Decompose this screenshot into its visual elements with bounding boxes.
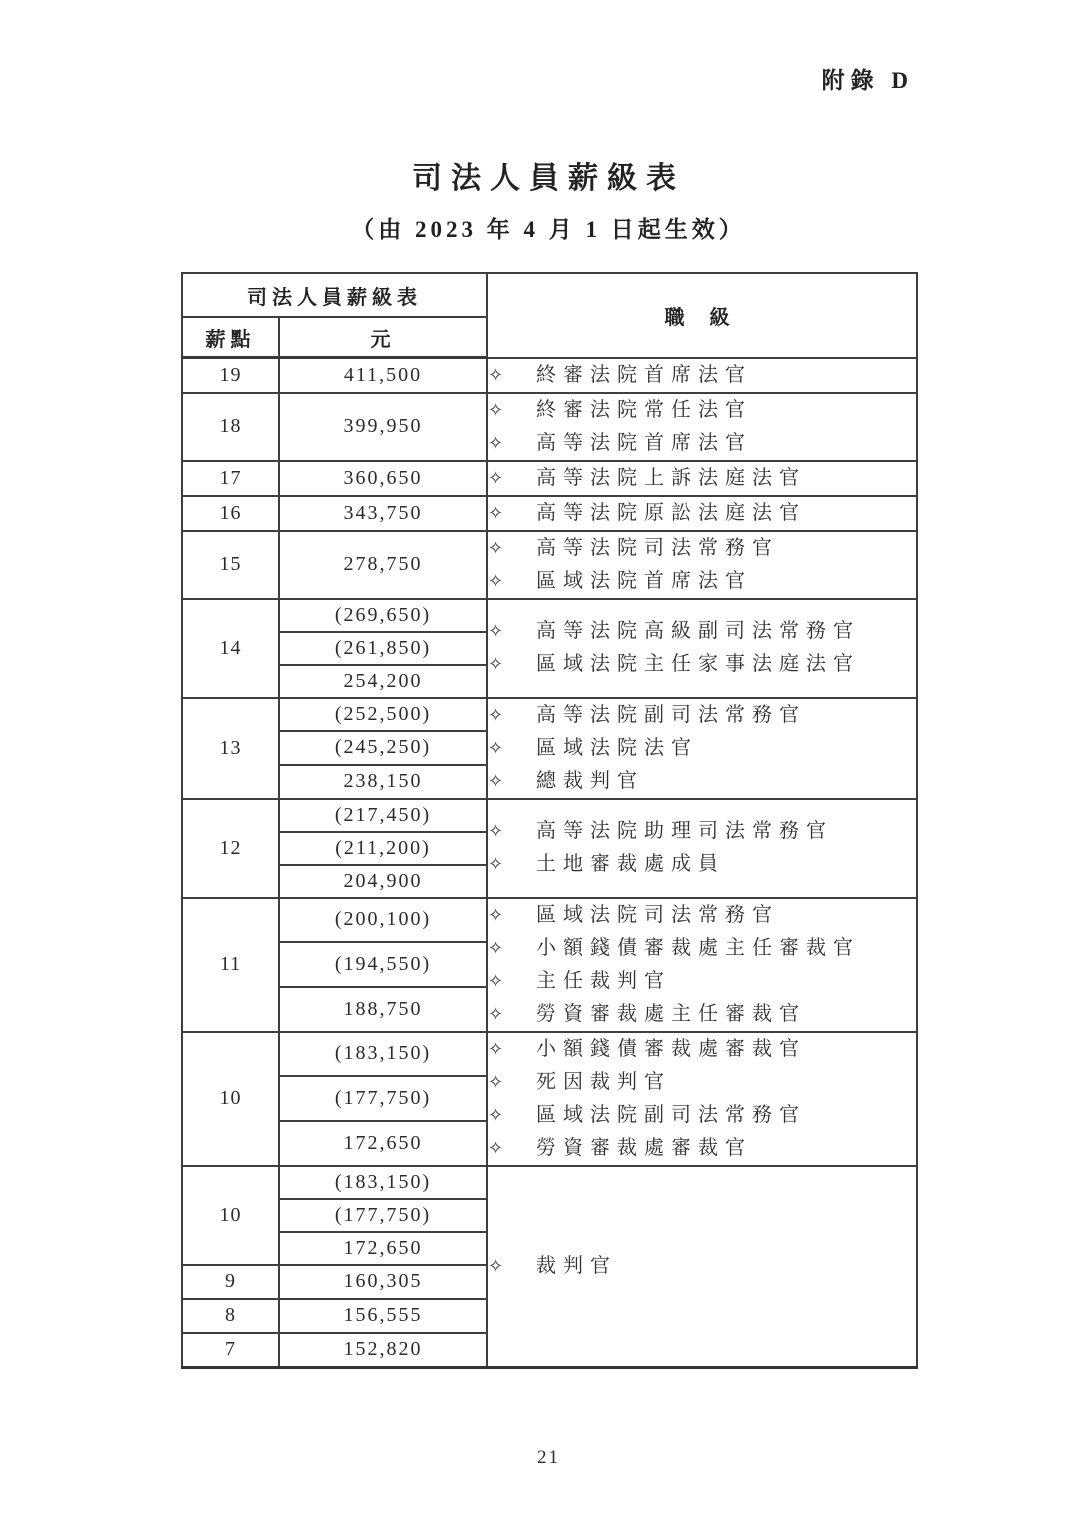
amount-cell: (194,550) — [279, 942, 487, 987]
amount-cell: 278,750 — [279, 531, 487, 599]
rank-text: 土地審裁處成員 — [536, 853, 725, 875]
rank-item — [488, 1250, 916, 1283]
pay-point-cell: 12 — [182, 799, 279, 898]
rank-item — [488, 732, 916, 765]
amount-cell: 411,500 — [279, 358, 487, 393]
rank-text: 小額錢債審裁處審裁官 — [536, 1037, 806, 1060]
rank-cell — [487, 898, 917, 1032]
pay-point-cell: 10 — [182, 1166, 279, 1265]
diamond-bullet-icon: ✧ — [488, 737, 504, 758]
rank-item — [488, 699, 916, 732]
amount-cell: 188,750 — [279, 987, 487, 1032]
rank-cell — [487, 358, 917, 393]
rank-text: 終審法院常任法官 — [536, 398, 752, 421]
diamond-bullet-icon: ✧ — [488, 621, 504, 641]
diamond-bullet-icon: ✧ — [488, 854, 504, 874]
table-row — [182, 358, 917, 393]
rank-text: 主任裁判官 — [536, 969, 671, 992]
diamond-bullet-icon: ✧ — [488, 704, 504, 725]
rank-item — [488, 394, 916, 427]
rank-item — [488, 932, 916, 965]
rank-text: 區域法院首席法官 — [536, 569, 752, 592]
rank-item — [488, 1033, 916, 1066]
diamond-bullet-icon: ✧ — [488, 1104, 504, 1125]
amount-cell: (200,100) — [279, 898, 487, 943]
rank-cell — [487, 799, 917, 898]
rank-text: 高等法院助理司法常務官 — [536, 820, 833, 842]
header-amount: 元 — [279, 317, 487, 358]
rank-item — [488, 965, 916, 998]
table-row — [182, 1166, 917, 1199]
diamond-bullet-icon: ✧ — [488, 937, 504, 958]
rank-item — [488, 848, 916, 881]
rank-cell — [487, 698, 917, 799]
diamond-bullet-icon: ✧ — [488, 904, 504, 925]
rank-cell — [487, 461, 917, 496]
table-row — [182, 496, 917, 531]
pay-point-cell: 13 — [182, 698, 279, 799]
rank-item — [488, 1099, 916, 1132]
pay-point-cell: 16 — [182, 496, 279, 531]
table-row — [182, 531, 917, 599]
rank-item — [488, 765, 916, 798]
amount-cell: (211,200) — [279, 832, 487, 865]
rank-cell — [487, 599, 917, 698]
amount-cell: (245,250) — [279, 731, 487, 765]
amount-cell: 254,200 — [279, 665, 487, 698]
rank-text: 高等法院司法常務官 — [536, 536, 779, 559]
diamond-bullet-icon: ✧ — [488, 1137, 504, 1158]
rank-text: 死因裁判官 — [536, 1070, 671, 1093]
pay-point-cell: 15 — [182, 531, 279, 599]
rank-text: 勞資審裁處主任審裁官 — [536, 1002, 806, 1025]
header-pay-point: 薪點 — [182, 317, 279, 358]
rank-item — [488, 998, 916, 1031]
diamond-bullet-icon: ✧ — [488, 654, 504, 674]
diamond-bullet-icon: ✧ — [488, 770, 504, 791]
pay-point-cell: 17 — [182, 461, 279, 496]
rank-cell — [487, 496, 917, 531]
pay-point-cell: 14 — [182, 599, 279, 698]
diamond-bullet-icon: ✧ — [488, 1255, 504, 1276]
pay-point-cell: 11 — [182, 898, 279, 1032]
table-row — [182, 898, 917, 943]
pay-point-cell: 7 — [182, 1333, 279, 1368]
pay-point-cell: 18 — [182, 393, 279, 461]
amount-cell: (183,150) — [279, 1166, 487, 1199]
diamond-bullet-icon: ✧ — [488, 570, 504, 591]
rank-text: 高等法院上訴法庭法官 — [536, 466, 806, 489]
diamond-bullet-icon: ✧ — [488, 399, 504, 420]
rank-text: 勞資審裁處審裁官 — [536, 1136, 752, 1159]
rank-item — [488, 899, 916, 932]
amount-cell: 172,650 — [279, 1232, 487, 1265]
diamond-bullet-icon: ✧ — [488, 1038, 504, 1059]
rank-text: 區域法院法官 — [536, 736, 698, 759]
page-subtitle: （由 2023 年 4 月 1 日起生效） — [351, 217, 746, 242]
amount-cell: (217,450) — [279, 799, 487, 832]
diamond-bullet-icon: ✧ — [488, 1003, 504, 1024]
table-row — [182, 1032, 917, 1077]
table-row — [182, 698, 917, 732]
diamond-bullet-icon: ✧ — [488, 537, 504, 558]
rank-text: 高等法院高級副司法常務官 — [536, 620, 860, 642]
table-row — [182, 461, 917, 496]
table-row — [182, 799, 917, 832]
rank-item — [488, 359, 916, 392]
rank-text: 區域法院主任家事法庭法官 — [536, 653, 860, 675]
pay-point-cell: 8 — [182, 1299, 279, 1333]
rank-item — [488, 615, 916, 648]
rank-text: 總裁判官 — [536, 769, 644, 792]
rank-cell — [487, 1166, 917, 1368]
rank-text: 小額錢債審裁處主任審裁官 — [536, 936, 860, 959]
rank-item — [488, 648, 916, 681]
rank-cell — [487, 393, 917, 461]
amount-cell: (269,650) — [279, 599, 487, 632]
diamond-bullet-icon: ✧ — [488, 467, 504, 488]
page-title: 司法人員薪級表 — [412, 162, 685, 195]
rank-text: 高等法院首席法官 — [536, 431, 752, 454]
rank-text: 裁判官 — [536, 1254, 617, 1277]
table-row — [182, 599, 917, 632]
rank-text: 區域法院副司法常務官 — [536, 1103, 806, 1126]
rank-item — [488, 565, 916, 598]
rank-item — [488, 532, 916, 565]
document-page — [181, 0, 916, 1469]
rank-text: 高等法院副司法常務官 — [536, 703, 806, 726]
amount-cell: 238,150 — [279, 765, 487, 799]
rank-text: 區域法院司法常務官 — [536, 903, 779, 926]
diamond-bullet-icon: ✧ — [488, 970, 504, 991]
amount-cell: 343,750 — [279, 496, 487, 531]
diamond-bullet-icon: ✧ — [488, 502, 504, 523]
diamond-bullet-icon: ✧ — [488, 821, 504, 841]
amount-cell: 152,820 — [279, 1333, 487, 1368]
amount-cell: (177,750) — [279, 1199, 487, 1232]
amount-cell: (261,850) — [279, 632, 487, 665]
amount-cell: 399,950 — [279, 393, 487, 461]
rank-cell — [487, 531, 917, 599]
amount-cell: 156,555 — [279, 1299, 487, 1333]
diamond-bullet-icon: ✧ — [488, 1071, 504, 1092]
rank-item — [488, 1066, 916, 1099]
appendix-label: 附錄 D — [821, 68, 914, 93]
pay-point-cell: 19 — [182, 358, 279, 393]
amount-cell: 360,650 — [279, 461, 487, 496]
rank-text: 高等法院原訟法庭法官 — [536, 501, 806, 524]
header-rank: 職 級 — [487, 273, 917, 358]
table-row — [182, 393, 917, 461]
rank-item — [488, 462, 916, 495]
rank-item — [488, 1132, 916, 1165]
amount-cell: (252,500) — [279, 698, 487, 732]
diamond-bullet-icon: ✧ — [488, 364, 504, 385]
rank-item — [488, 497, 916, 530]
diamond-bullet-icon: ✧ — [488, 432, 504, 453]
rank-cell — [487, 1032, 917, 1166]
pay-scale-table — [181, 272, 918, 1369]
amount-cell: (177,750) — [279, 1076, 487, 1121]
rank-item — [488, 815, 916, 848]
pay-point-cell: 9 — [182, 1265, 279, 1299]
header-group-title: 司法人員薪級表 — [182, 273, 487, 317]
table-header-row-1 — [182, 273, 917, 317]
amount-cell: 204,900 — [279, 865, 487, 898]
page-number: 21 — [537, 1446, 560, 1468]
rank-text: 終審法院首席法官 — [536, 363, 752, 386]
amount-cell: (183,150) — [279, 1032, 487, 1077]
pay-point-cell: 10 — [182, 1032, 279, 1166]
rank-item — [488, 427, 916, 460]
amount-cell: 172,650 — [279, 1121, 487, 1166]
amount-cell: 160,305 — [279, 1265, 487, 1299]
